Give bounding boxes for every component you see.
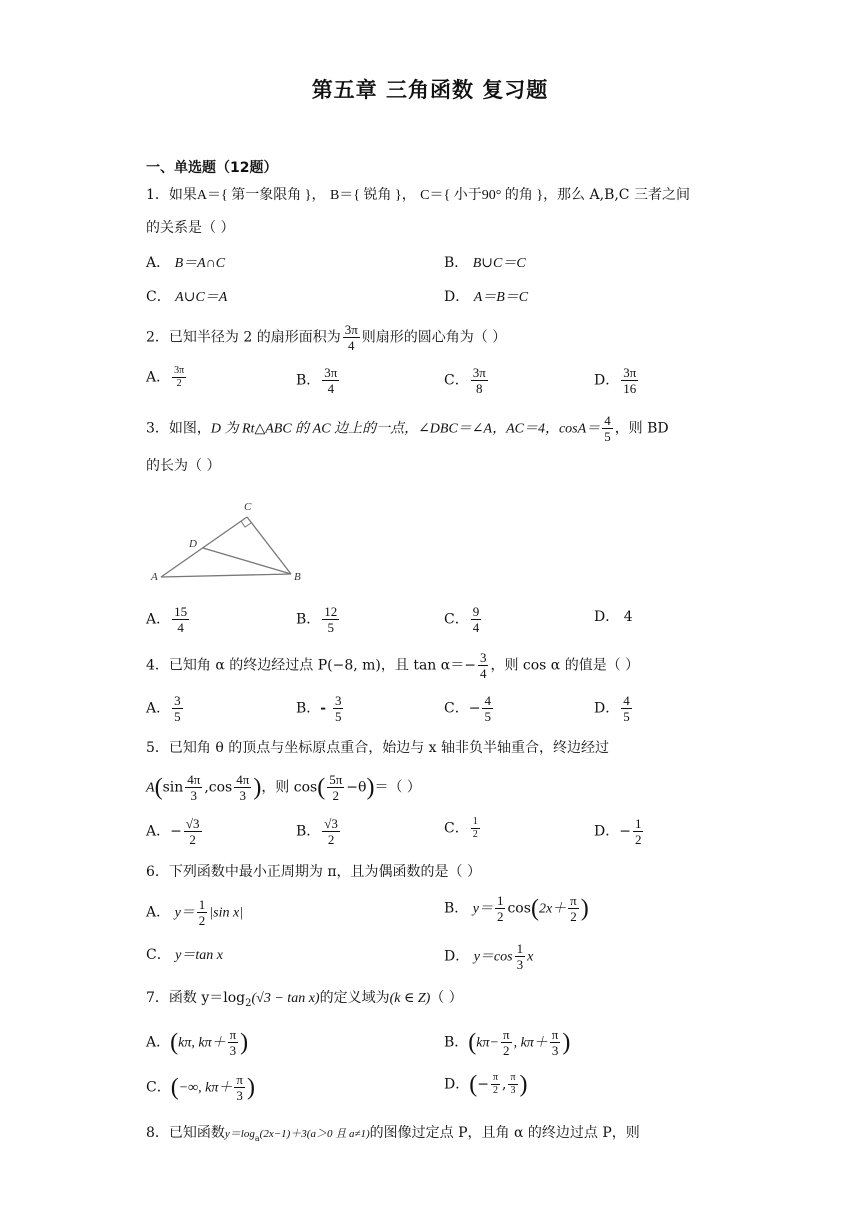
question-5-stem: 5．已知角 θ 的顶点与坐标原点重合，始边与 x 轴非负半轴重合，终边经过: [146, 740, 610, 756]
label-a: A: [151, 571, 158, 583]
q2-option-d[interactable]: D． $\frac{3\pi}{16}$: [594, 365, 637, 396]
q4-option-a[interactable]: A． $\frac{3}{5}$: [146, 693, 181, 724]
q7-option-b[interactable]: B．(kπ− $\frac{\pi}{2}$ , kπ＋ $\frac{\pi}{3}$ ): [444, 1027, 571, 1058]
right-angle-mark: [241, 521, 251, 527]
question-8-stem: 8．已知函数$y=\log_a(2x-1)+3(a>0$ 且 a≠1)的图像过定点 P，且角 α 的终边过点 P，则: [146, 1125, 640, 1143]
side-cb: [247, 517, 291, 574]
label-b: B: [294, 571, 301, 583]
question-7-stem: 7．函数 $y=\log_2(√3 - \tan x)$的定义域为(k ∈ Z)（ ）: [146, 990, 463, 1009]
q1-option-a[interactable]: A． B＝A∩C: [146, 255, 226, 271]
q5-option-a[interactable]: A．− $\frac{√3}{2}$: [146, 816, 200, 847]
q2-option-a[interactable]: A． $\frac{3\pi}{2}$: [146, 365, 185, 389]
question-5-stem-line2: A(sin $\frac{4\pi}{3}$ ,cos $\frac{4\pi}{3}$ )，则 cos( $\frac{5\pi}{2}$ −θ)＝（ ）: [146, 772, 421, 803]
label-c: C: [244, 501, 252, 513]
question-1-stem: 1．如果A＝{ 第一象限角 }， B＝{ 锐角 }， C＝{ 小于90° 的角 }，那么 A,B,C 三者之间: [146, 187, 690, 203]
q7-option-d[interactable]: D．(− $\frac{\pi}{2}$ , $\frac{\pi}{3}$ ): [444, 1071, 528, 1098]
q1-option-d[interactable]: D． A＝B＝C: [444, 289, 529, 305]
question-2-stem: 2．已知半径为 2 的扇形面积为 $\frac{3\pi}{4}$ 则扇形的圆心角为（ ）: [146, 322, 507, 353]
q3-option-c[interactable]: C． $\frac{9}{4}$: [444, 604, 480, 635]
q4-option-c[interactable]: C．− $\frac{4}{5}$: [444, 693, 491, 724]
page-title: 第五章 三角函数 复习题: [311, 78, 549, 102]
question-1-stem-line2: 的关系是（ ）: [146, 220, 235, 236]
q1-option-c[interactable]: C． A∪C＝A: [146, 289, 228, 305]
side-ab: [161, 574, 291, 577]
q3-option-b[interactable]: B． $\frac{12}{5}$: [296, 604, 338, 635]
q2-option-c[interactable]: C． $\frac{3\pi}{8}$: [444, 365, 486, 396]
q5-option-c[interactable]: C． $\frac{1}{2}$: [444, 816, 478, 840]
q6-option-a[interactable]: A． y＝ $\frac{1}{2}$ |sin x|: [146, 897, 244, 928]
label-d: D: [189, 538, 197, 550]
q4-option-d[interactable]: D． $\frac{4}{5}$: [594, 693, 630, 724]
q4-option-b[interactable]: B．- $\frac{3}{5}$: [296, 693, 342, 724]
triangle-figure: [146, 495, 316, 590]
q6-option-d[interactable]: D． y＝cos $\frac{1}{3}$ x: [444, 941, 534, 972]
side-ac: [161, 517, 247, 577]
question-3-stem: 3．如图，D 为 Rt△ABC 的 AC 边上的一点，∠DBC＝∠A，AC＝4，cosA＝ $\frac{4}{5}$ ，则 BD: [146, 413, 669, 444]
q3-option-a[interactable]: A． $\frac{15}{4}$: [146, 604, 188, 635]
question-6-stem: 6．下列函数中最小正周期为 π，且为偶函数的是（ ）: [146, 864, 482, 880]
q3-option-d[interactable]: D． 4: [594, 609, 633, 625]
q7-option-c[interactable]: C．(−∞, kπ＋ $\frac{\pi}{3}$ ): [146, 1072, 255, 1103]
q5-option-d[interactable]: D．− $\frac{1}{2}$: [594, 816, 642, 847]
question-3-stem-line2: 的长为（ ）: [146, 458, 221, 474]
q5-option-b[interactable]: B． $\frac{√3}{2}$: [296, 816, 338, 847]
q7-option-a[interactable]: A．(kπ, kπ＋ $\frac{\pi}{3}$ ): [146, 1027, 249, 1058]
q6-option-b[interactable]: B． y＝ $\frac{1}{2}$ cos(2x＋ $\frac{\pi}{2}$ ): [444, 893, 589, 924]
q2-option-b[interactable]: B． $\frac{3\pi}{4}$: [296, 365, 338, 396]
question-4-stem: 4．已知角 α 的终边经过点 P(−8, m)，且 tan α＝− $\frac{3}{4}$ ，则 cos α 的值是（ ）: [146, 650, 640, 681]
section-heading: 一、单选题（12题）: [146, 160, 278, 176]
q6-option-c[interactable]: C． y＝tan x: [146, 947, 223, 963]
segment-bd: [203, 548, 291, 574]
q1-option-b[interactable]: B． B∪C＝C: [444, 255, 526, 271]
